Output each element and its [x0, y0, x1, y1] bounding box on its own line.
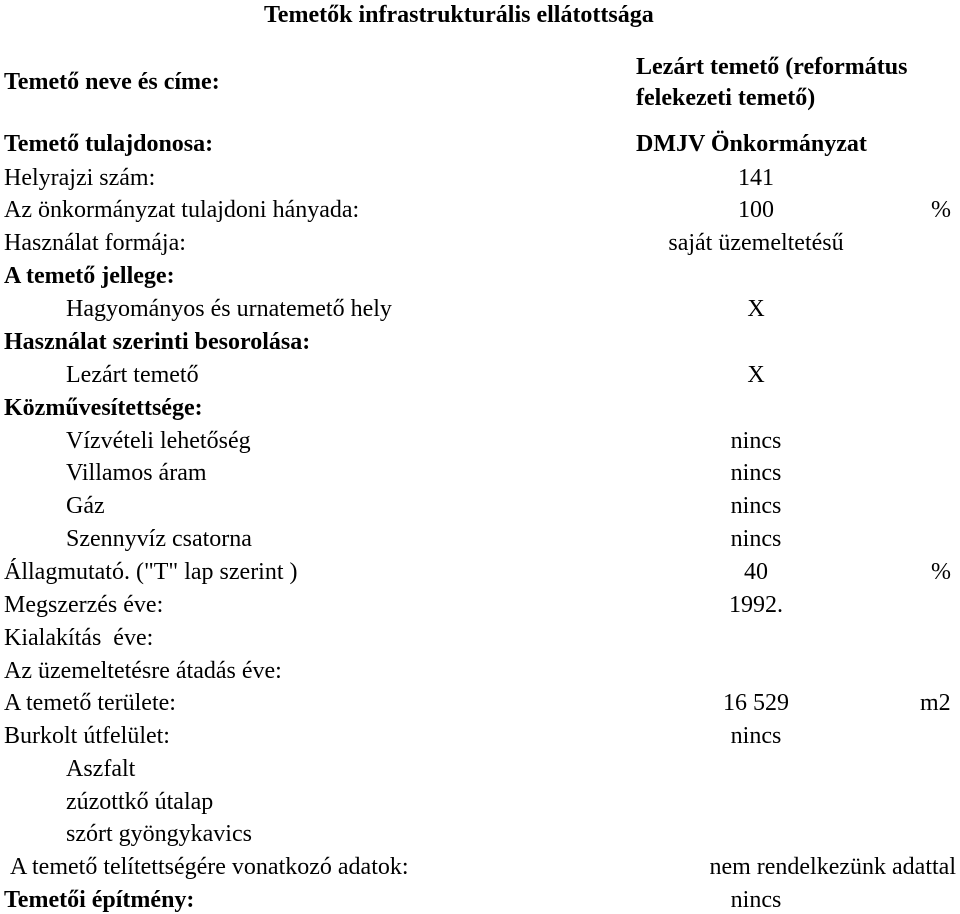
- cemetery-name-value-line2: felekezeti temető): [636, 85, 816, 111]
- character-item: Hagyományos és urnatemető hely: [66, 296, 392, 322]
- parcel-label: Helyrajzi szám:: [4, 165, 156, 191]
- water-label: Vízvételi lehetőség: [66, 428, 251, 454]
- electricity-value: nincs: [730, 460, 782, 486]
- built-label: Kialakítás éve:: [4, 625, 154, 651]
- sewage-value: nincs: [730, 526, 782, 552]
- condition-label: Állagmutató. ("T" lap szerint ): [4, 559, 298, 585]
- share-value: 100: [738, 197, 774, 223]
- area-label: A temető területe:: [4, 690, 176, 716]
- gas-label: Gáz: [66, 493, 105, 519]
- water-value: nincs: [730, 428, 782, 454]
- area-unit: m2: [920, 690, 951, 716]
- owner-value: DMJV Önkormányzat: [636, 131, 867, 157]
- occupancy-label: A temető telítettségére vonatkozó adatok:: [10, 854, 409, 880]
- buildings-label: Temetői építmény:: [4, 887, 195, 913]
- handover-label: Az üzemeltetésre átadás éve:: [4, 658, 282, 684]
- area-value: 16 529: [723, 690, 789, 716]
- character-mark: X: [747, 296, 765, 322]
- classification-label: Használat szerinti besorolása:: [4, 329, 311, 355]
- paved-asphalt: Aszfalt: [66, 756, 136, 782]
- share-label: Az önkormányzat tulajdoni hányada:: [4, 197, 360, 223]
- gas-value: nincs: [730, 493, 782, 519]
- acquired-value: 1992.: [729, 592, 783, 618]
- sewage-label: Szennyvíz csatorna: [66, 526, 252, 552]
- paved-label: Burkolt útfelület:: [4, 723, 170, 749]
- utilities-label: Közművesítettsége:: [4, 395, 203, 421]
- condition-unit: %: [931, 559, 951, 585]
- owner-label: Temető tulajdonosa:: [4, 131, 214, 157]
- classification-item: Lezárt temető: [66, 362, 199, 388]
- acquired-label: Megszerzés éve:: [4, 592, 164, 618]
- parcel-value: 141: [738, 165, 774, 191]
- share-unit: %: [931, 197, 951, 223]
- cemetery-name-label: Temető neve és címe:: [4, 69, 220, 95]
- paved-value: nincs: [730, 723, 782, 749]
- document-title: Temetők infrastrukturális ellátottsága: [264, 2, 654, 28]
- paved-gravel: szórt gyöngykavics: [66, 821, 252, 847]
- buildings-value: nincs: [730, 887, 782, 913]
- character-label: A temető jellege:: [4, 263, 175, 289]
- usage-form-value: saját üzemeltetésű: [668, 230, 844, 256]
- paved-crushed-stone: zúzottkő útalap: [66, 789, 214, 815]
- cemetery-name-value-line1: Lezárt temető (református: [636, 54, 908, 80]
- condition-value: 40: [744, 559, 768, 585]
- occupancy-value: nem rendelkezünk adattal: [709, 854, 956, 880]
- usage-form-label: Használat formája:: [4, 230, 186, 256]
- classification-mark: X: [747, 362, 765, 388]
- electricity-label: Villamos áram: [66, 460, 207, 486]
